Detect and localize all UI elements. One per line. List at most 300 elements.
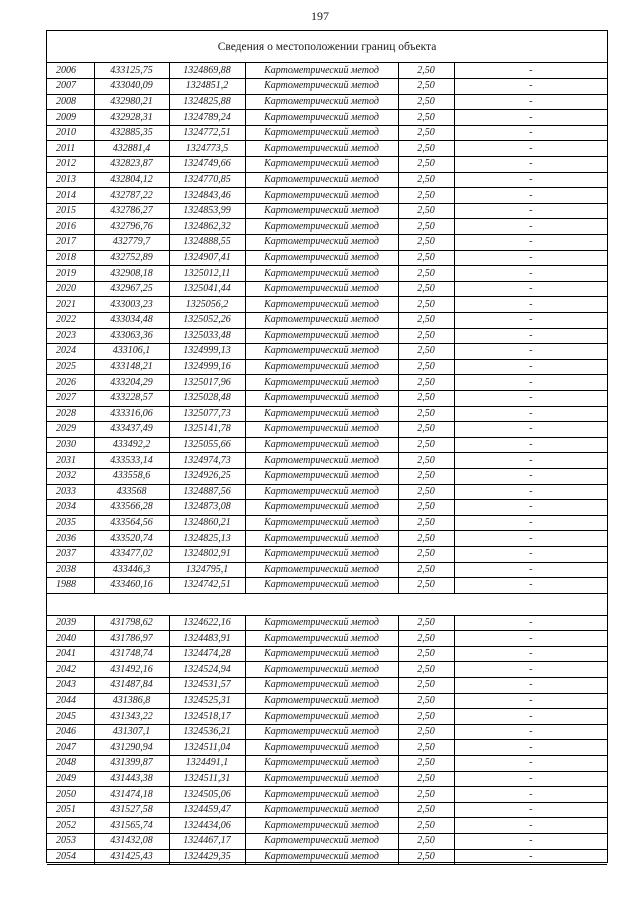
x-coordinate-cell: 433106,1 (94, 344, 169, 360)
method-cell: Картометрический метод (245, 468, 398, 484)
note-cell: - (454, 756, 607, 772)
point-number-cell: 2044 (47, 693, 94, 709)
note-cell: - (454, 79, 607, 95)
y-coordinate-cell: 1324483,91 (169, 631, 245, 647)
x-coordinate-cell: 431307,1 (94, 724, 169, 740)
method-cell: Картометрический метод (245, 235, 398, 251)
point-number-cell: 2043 (47, 678, 94, 694)
table-row (47, 709, 607, 725)
point-number-cell: 2007 (47, 79, 94, 95)
x-coordinate-cell: 433003,23 (94, 297, 169, 313)
point-number-cell: 2042 (47, 662, 94, 678)
accuracy-cell: 2,50 (398, 219, 454, 235)
accuracy-cell: 2,50 (398, 141, 454, 157)
point-number-cell: 2025 (47, 359, 94, 375)
table-row (47, 631, 607, 647)
accuracy-cell: 2,50 (398, 562, 454, 578)
y-coordinate-cell: 1324926,25 (169, 468, 245, 484)
x-coordinate-cell: 432967,25 (94, 281, 169, 297)
table-row (47, 281, 607, 297)
x-coordinate-cell: 433148,21 (94, 359, 169, 375)
note-cell: - (454, 849, 607, 865)
table-row (47, 422, 607, 438)
y-coordinate-cell: 1324770,85 (169, 172, 245, 188)
accuracy-cell: 2,50 (398, 63, 454, 79)
y-coordinate-cell: 1324869,88 (169, 63, 245, 79)
accuracy-cell: 2,50 (398, 266, 454, 282)
table-row (47, 141, 607, 157)
y-coordinate-cell: 1324772,51 (169, 125, 245, 141)
note-cell: - (454, 125, 607, 141)
x-coordinate-cell: 432804,12 (94, 172, 169, 188)
note-cell: - (454, 172, 607, 188)
table-row (47, 172, 607, 188)
point-number-cell: 2028 (47, 406, 94, 422)
note-cell: - (454, 562, 607, 578)
y-coordinate-cell: 1325033,48 (169, 328, 245, 344)
y-coordinate-cell: 1325017,96 (169, 375, 245, 391)
accuracy-cell: 2,50 (398, 756, 454, 772)
note-cell: - (454, 515, 607, 531)
table-row (47, 756, 607, 772)
method-cell: Картометрический метод (245, 615, 398, 631)
method-cell: Картометрический метод (245, 266, 398, 282)
y-coordinate-cell: 1325052,26 (169, 313, 245, 329)
method-cell: Картометрический метод (245, 375, 398, 391)
y-coordinate-cell: 1324860,21 (169, 515, 245, 531)
y-coordinate-cell: 1324622,16 (169, 615, 245, 631)
table-row (47, 313, 607, 329)
accuracy-cell: 2,50 (398, 818, 454, 834)
point-number-cell: 2021 (47, 297, 94, 313)
table-row (47, 157, 607, 173)
table-row (47, 531, 607, 547)
table-row (47, 203, 607, 219)
note-cell: - (454, 662, 607, 678)
note-cell: - (454, 297, 607, 313)
x-coordinate-cell: 432928,31 (94, 110, 169, 126)
y-coordinate-cell: 1324511,04 (169, 740, 245, 756)
point-number-cell: 2040 (47, 631, 94, 647)
note-cell: - (454, 390, 607, 406)
point-number-cell: 2024 (47, 344, 94, 360)
accuracy-cell: 2,50 (398, 125, 454, 141)
table-row (47, 94, 607, 110)
x-coordinate-cell: 433568 (94, 484, 169, 500)
x-coordinate-cell: 433566,28 (94, 500, 169, 516)
y-coordinate-cell: 1324505,06 (169, 787, 245, 803)
method-cell: Картометрический метод (245, 771, 398, 787)
method-cell: Картометрический метод (245, 802, 398, 818)
accuracy-cell: 2,50 (398, 802, 454, 818)
point-number-cell: 2026 (47, 375, 94, 391)
accuracy-cell: 2,50 (398, 390, 454, 406)
note-cell: - (454, 344, 607, 360)
x-coordinate-cell: 433040,09 (94, 79, 169, 95)
x-coordinate-cell: 432796,76 (94, 219, 169, 235)
x-coordinate-cell: 433520,74 (94, 531, 169, 547)
x-coordinate-cell: 433558,6 (94, 468, 169, 484)
accuracy-cell: 2,50 (398, 359, 454, 375)
accuracy-cell: 2,50 (398, 615, 454, 631)
accuracy-cell: 2,50 (398, 281, 454, 297)
method-cell: Картометрический метод (245, 63, 398, 79)
point-number-cell: 2050 (47, 787, 94, 803)
method-cell: Картометрический метод (245, 188, 398, 204)
table-row (47, 328, 607, 344)
method-cell: Картометрический метод (245, 834, 398, 850)
note-cell: - (454, 484, 607, 500)
method-cell: Картометрический метод (245, 787, 398, 803)
note-cell: - (454, 787, 607, 803)
note-cell: - (454, 188, 607, 204)
method-cell: Картометрический метод (245, 484, 398, 500)
method-cell: Картометрический метод (245, 724, 398, 740)
x-coordinate-cell: 432752,89 (94, 250, 169, 266)
table-row (47, 125, 607, 141)
x-coordinate-cell: 432779,7 (94, 235, 169, 251)
x-coordinate-cell: 433125,75 (94, 63, 169, 79)
note-cell: - (454, 615, 607, 631)
x-coordinate-cell: 431487,84 (94, 678, 169, 694)
point-number-cell: 2033 (47, 484, 94, 500)
y-coordinate-cell: 1324999,13 (169, 344, 245, 360)
table-row (47, 678, 607, 694)
table-row (47, 802, 607, 818)
note-cell: - (454, 578, 607, 594)
table-row (47, 250, 607, 266)
note-cell: - (454, 94, 607, 110)
table-row (47, 818, 607, 834)
note-cell: - (454, 453, 607, 469)
method-cell: Картометрический метод (245, 406, 398, 422)
note-cell: - (454, 157, 607, 173)
method-cell: Картометрический метод (245, 141, 398, 157)
method-cell: Картометрический метод (245, 849, 398, 865)
y-coordinate-cell: 1324999,16 (169, 359, 245, 375)
accuracy-cell: 2,50 (398, 79, 454, 95)
y-coordinate-cell: 1324536,21 (169, 724, 245, 740)
point-number-cell: 2041 (47, 646, 94, 662)
accuracy-cell: 2,50 (398, 531, 454, 547)
method-cell: Картометрический метод (245, 344, 398, 360)
method-cell: Картометрический метод (245, 390, 398, 406)
note-cell: - (454, 375, 607, 391)
table-row (47, 562, 607, 578)
table-row (47, 219, 607, 235)
accuracy-cell: 2,50 (398, 313, 454, 329)
x-coordinate-cell: 433564,56 (94, 515, 169, 531)
accuracy-cell: 2,50 (398, 578, 454, 594)
method-cell: Картометрический метод (245, 662, 398, 678)
method-cell: Картометрический метод (245, 562, 398, 578)
table-row (47, 787, 607, 803)
point-number-cell: 2034 (47, 500, 94, 516)
y-coordinate-cell: 1325012,11 (169, 266, 245, 282)
note-cell: - (454, 422, 607, 438)
group-separator-cell (47, 593, 607, 615)
accuracy-cell: 2,50 (398, 422, 454, 438)
y-coordinate-cell: 1324531,57 (169, 678, 245, 694)
note-cell: - (454, 693, 607, 709)
coordinates-table (47, 63, 607, 865)
y-coordinate-cell: 1324907,41 (169, 250, 245, 266)
point-number-cell: 2031 (47, 453, 94, 469)
method-cell: Картометрический метод (245, 125, 398, 141)
y-coordinate-cell: 1325055,66 (169, 437, 245, 453)
x-coordinate-cell: 433492,2 (94, 437, 169, 453)
note-cell: - (454, 250, 607, 266)
accuracy-cell: 2,50 (398, 188, 454, 204)
note-cell: - (454, 709, 607, 725)
table-row (47, 615, 607, 631)
y-coordinate-cell: 1324825,88 (169, 94, 245, 110)
point-number-cell: 2036 (47, 531, 94, 547)
note-cell: - (454, 328, 607, 344)
accuracy-cell: 2,50 (398, 849, 454, 865)
accuracy-cell: 2,50 (398, 724, 454, 740)
point-number-cell: 2053 (47, 834, 94, 850)
method-cell: Картометрический метод (245, 453, 398, 469)
accuracy-cell: 2,50 (398, 453, 454, 469)
y-coordinate-cell: 1324795,1 (169, 562, 245, 578)
x-coordinate-cell: 432823,87 (94, 157, 169, 173)
accuracy-cell: 2,50 (398, 740, 454, 756)
x-coordinate-cell: 431290,94 (94, 740, 169, 756)
method-cell: Картометрический метод (245, 313, 398, 329)
table-row (47, 578, 607, 594)
accuracy-cell: 2,50 (398, 678, 454, 694)
method-cell: Картометрический метод (245, 359, 398, 375)
method-cell: Картометрический метод (245, 203, 398, 219)
y-coordinate-cell: 1324474,28 (169, 646, 245, 662)
table-row (47, 662, 607, 678)
accuracy-cell: 2,50 (398, 515, 454, 531)
method-cell: Картометрический метод (245, 709, 398, 725)
table-row (47, 188, 607, 204)
note-cell: - (454, 468, 607, 484)
point-number-cell: 2047 (47, 740, 94, 756)
method-cell: Картометрический метод (245, 437, 398, 453)
note-cell: - (454, 646, 607, 662)
table-row (47, 646, 607, 662)
table-row (47, 390, 607, 406)
note-cell: - (454, 631, 607, 647)
y-coordinate-cell: 1324789,24 (169, 110, 245, 126)
table-row (47, 468, 607, 484)
accuracy-cell: 2,50 (398, 297, 454, 313)
table-row (47, 437, 607, 453)
table-row (47, 344, 607, 360)
point-number-cell: 2032 (47, 468, 94, 484)
method-cell: Картометрический метод (245, 693, 398, 709)
accuracy-cell: 2,50 (398, 328, 454, 344)
point-number-cell: 2054 (47, 849, 94, 865)
y-coordinate-cell: 1325056,2 (169, 297, 245, 313)
note-cell: - (454, 313, 607, 329)
point-number-cell: 2052 (47, 818, 94, 834)
point-number-cell: 1988 (47, 578, 94, 594)
y-coordinate-cell: 1324843,46 (169, 188, 245, 204)
point-number-cell: 2015 (47, 203, 94, 219)
y-coordinate-cell: 1324802,91 (169, 546, 245, 562)
note-cell: - (454, 219, 607, 235)
note-cell: - (454, 500, 607, 516)
y-coordinate-cell: 1324873,08 (169, 500, 245, 516)
accuracy-cell: 2,50 (398, 646, 454, 662)
x-coordinate-cell: 431343,22 (94, 709, 169, 725)
method-cell: Картометрический метод (245, 531, 398, 547)
x-coordinate-cell: 431386,8 (94, 693, 169, 709)
y-coordinate-cell: 1324851,2 (169, 79, 245, 95)
accuracy-cell: 2,50 (398, 662, 454, 678)
y-coordinate-cell: 1324853,99 (169, 203, 245, 219)
note-cell: - (454, 546, 607, 562)
note-cell: - (454, 281, 607, 297)
x-coordinate-cell: 431432,08 (94, 834, 169, 850)
x-coordinate-cell: 432786,27 (94, 203, 169, 219)
y-coordinate-cell: 1324773,5 (169, 141, 245, 157)
method-cell: Картометрический метод (245, 79, 398, 95)
point-number-cell: 2016 (47, 219, 94, 235)
y-coordinate-cell: 1324888,55 (169, 235, 245, 251)
method-cell: Картометрический метод (245, 500, 398, 516)
table-row (47, 834, 607, 850)
accuracy-cell: 2,50 (398, 203, 454, 219)
x-coordinate-cell: 433477,02 (94, 546, 169, 562)
table-row (47, 375, 607, 391)
note-cell: - (454, 531, 607, 547)
x-coordinate-cell: 433204,29 (94, 375, 169, 391)
y-coordinate-cell: 1324525,31 (169, 693, 245, 709)
y-coordinate-cell: 1324434,06 (169, 818, 245, 834)
point-number-cell: 2027 (47, 390, 94, 406)
accuracy-cell: 2,50 (398, 834, 454, 850)
x-coordinate-cell: 433034,48 (94, 313, 169, 329)
y-coordinate-cell: 1324524,94 (169, 662, 245, 678)
accuracy-cell: 2,50 (398, 500, 454, 516)
method-cell: Картометрический метод (245, 646, 398, 662)
method-cell: Картометрический метод (245, 515, 398, 531)
point-number-cell: 2035 (47, 515, 94, 531)
point-number-cell: 2006 (47, 63, 94, 79)
y-coordinate-cell: 1324742,51 (169, 578, 245, 594)
y-coordinate-cell: 1325077,73 (169, 406, 245, 422)
accuracy-cell: 2,50 (398, 235, 454, 251)
note-cell: - (454, 740, 607, 756)
accuracy-cell: 2,50 (398, 172, 454, 188)
table-row (47, 724, 607, 740)
x-coordinate-cell: 432885,35 (94, 125, 169, 141)
point-number-cell: 2051 (47, 802, 94, 818)
point-number-cell: 2045 (47, 709, 94, 725)
table-row (47, 693, 607, 709)
point-number-cell: 2008 (47, 94, 94, 110)
x-coordinate-cell: 431527,58 (94, 802, 169, 818)
y-coordinate-cell: 1324887,56 (169, 484, 245, 500)
point-number-cell: 2037 (47, 546, 94, 562)
note-cell: - (454, 406, 607, 422)
accuracy-cell: 2,50 (398, 631, 454, 647)
method-cell: Картометрический метод (245, 328, 398, 344)
note-cell: - (454, 771, 607, 787)
accuracy-cell: 2,50 (398, 94, 454, 110)
x-coordinate-cell: 433446,3 (94, 562, 169, 578)
accuracy-cell: 2,50 (398, 250, 454, 266)
point-number-cell: 2038 (47, 562, 94, 578)
method-cell: Картометрический метод (245, 756, 398, 772)
table-row (47, 79, 607, 95)
note-cell: - (454, 63, 607, 79)
point-number-cell: 2012 (47, 157, 94, 173)
y-coordinate-cell: 1324749,66 (169, 157, 245, 173)
table-row (47, 500, 607, 516)
point-number-cell: 2046 (47, 724, 94, 740)
method-cell: Картометрический метод (245, 578, 398, 594)
x-coordinate-cell: 431786,97 (94, 631, 169, 647)
method-cell: Картометрический метод (245, 219, 398, 235)
method-cell: Картометрический метод (245, 110, 398, 126)
table-title: Сведения о местоположении границ объекта (47, 31, 607, 63)
x-coordinate-cell: 431474,18 (94, 787, 169, 803)
accuracy-cell: 2,50 (398, 771, 454, 787)
point-number-cell: 2009 (47, 110, 94, 126)
note-cell: - (454, 834, 607, 850)
point-number-cell: 2020 (47, 281, 94, 297)
table-row (47, 297, 607, 313)
y-coordinate-cell: 1324862,32 (169, 219, 245, 235)
note-cell: - (454, 802, 607, 818)
page-number: 197 (311, 9, 329, 23)
y-coordinate-cell: 1324467,17 (169, 834, 245, 850)
accuracy-cell: 2,50 (398, 157, 454, 173)
method-cell: Картометрический метод (245, 157, 398, 173)
x-coordinate-cell: 431565,74 (94, 818, 169, 834)
x-coordinate-cell: 431748,74 (94, 646, 169, 662)
note-cell: - (454, 110, 607, 126)
accuracy-cell: 2,50 (398, 468, 454, 484)
note-cell: - (454, 203, 607, 219)
table-row (47, 849, 607, 865)
x-coordinate-cell: 431492,16 (94, 662, 169, 678)
accuracy-cell: 2,50 (398, 484, 454, 500)
y-coordinate-cell: 1325141,78 (169, 422, 245, 438)
x-coordinate-cell: 431425,43 (94, 849, 169, 865)
method-cell: Картометрический метод (245, 172, 398, 188)
y-coordinate-cell: 1325028,48 (169, 390, 245, 406)
table-row (47, 515, 607, 531)
y-coordinate-cell: 1324518,17 (169, 709, 245, 725)
note-cell: - (454, 724, 607, 740)
point-number-cell: 2017 (47, 235, 94, 251)
point-number-cell: 2023 (47, 328, 94, 344)
accuracy-cell: 2,50 (398, 344, 454, 360)
table-row (47, 63, 607, 79)
x-coordinate-cell: 431399,87 (94, 756, 169, 772)
x-coordinate-cell: 433228,57 (94, 390, 169, 406)
y-coordinate-cell: 1324511,31 (169, 771, 245, 787)
accuracy-cell: 2,50 (398, 546, 454, 562)
x-coordinate-cell: 433316,06 (94, 406, 169, 422)
method-cell: Картометрический метод (245, 281, 398, 297)
y-coordinate-cell: 1325041,44 (169, 281, 245, 297)
x-coordinate-cell: 431798,62 (94, 615, 169, 631)
accuracy-cell: 2,50 (398, 709, 454, 725)
point-number-cell: 2039 (47, 615, 94, 631)
point-number-cell: 2018 (47, 250, 94, 266)
note-cell: - (454, 678, 607, 694)
point-number-cell: 2022 (47, 313, 94, 329)
